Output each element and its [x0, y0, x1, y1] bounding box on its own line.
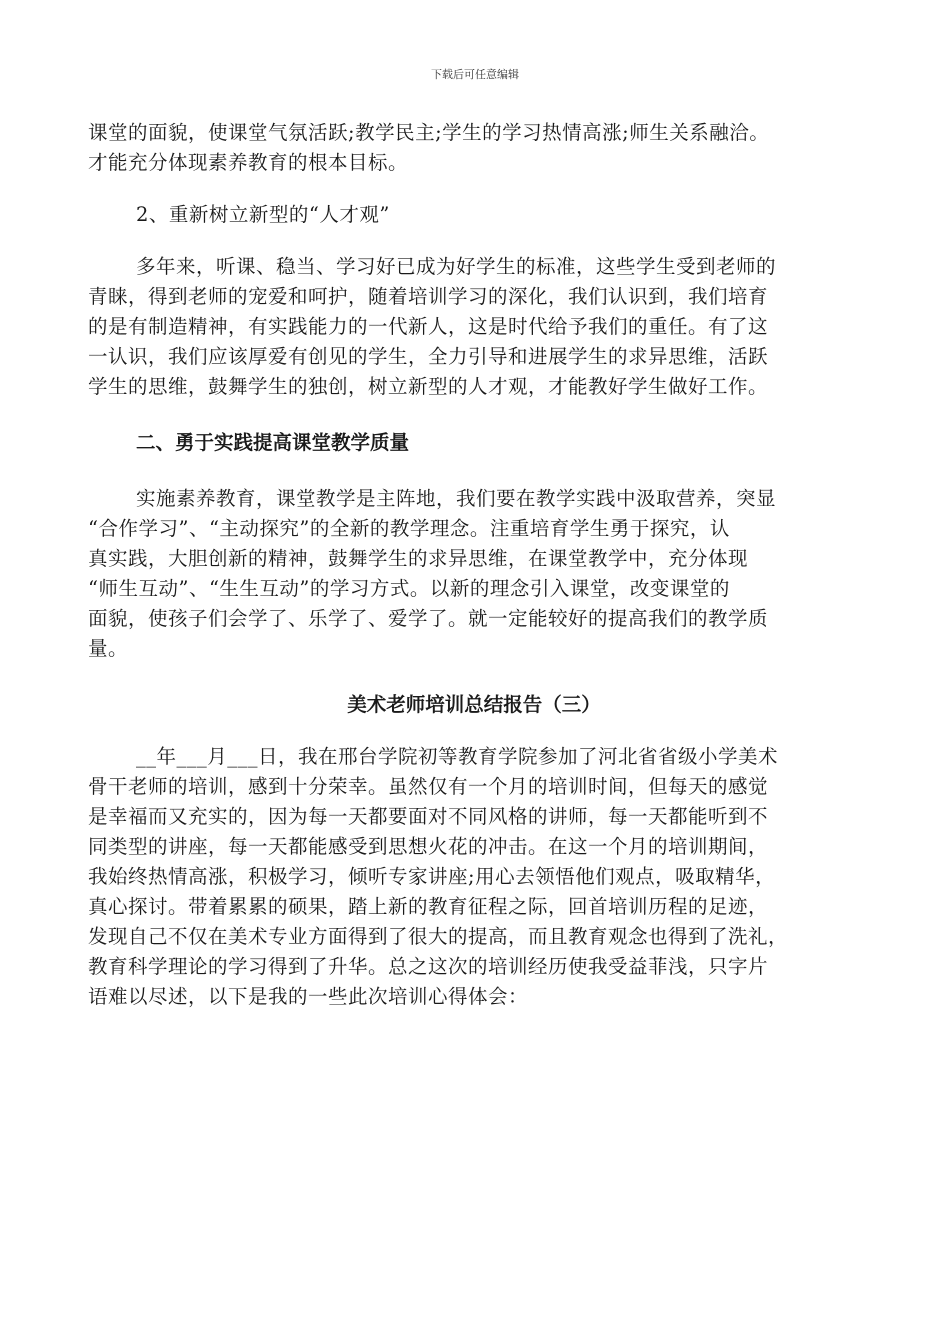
subheading-2 — [88, 200, 860, 230]
text-line: 语难以尽述，以下是我的一些此次培训心得体会： — [88, 985, 529, 1008]
text-line: 2、重新树立新型的“人才观” — [136, 203, 390, 226]
text-line: 的是有制造精神，有实践能力的一代新人，这是时代给予我们的重任。有了这 — [88, 315, 769, 338]
text-line: 我始终热情高涨，积极学习，倾听专家讲座;用心去领悟他们观点，吸取精华， — [88, 865, 776, 888]
text-line: 学生的思维，鼓舞学生的独创，树立新型的人才观，才能教好学生做好工作。 — [88, 375, 769, 398]
text-line: 同类型的讲座，每一天都能感受到思想火花的冲击。在这一个月的培训期间， — [88, 835, 769, 858]
text-line: 发现自己不仅在美术专业方面得到了很大的提高，而且教育观念也得到了洗礼， — [88, 925, 789, 948]
paragraph-3 — [88, 252, 860, 402]
text-line: 青睐，得到老师的宠爱和呵护，随着培训学习的深化，我们认识到，我们培育 — [88, 285, 769, 308]
text-line: 真心探讨。带着累累的硕果，踏上新的教育征程之际，回首培训历程的足迹， — [88, 895, 769, 918]
text-line: “合作学习”、“主动探究”的全新的教学理念。注重培育学生勇于探究，认 — [88, 517, 730, 540]
text-line: __年___月___日，我在邢台学院初等教育学院参加了河北省省级小学美术 — [136, 745, 779, 768]
paragraph-1 — [88, 118, 860, 178]
text-line: 量。 — [88, 637, 129, 660]
text-line: 多年来，听课、稳当、学习好已成为好学生的标准，这些学生受到老师的 — [136, 255, 777, 278]
text-line: 是幸福而又充实的，因为每一天都要面对不同风格的讲师，每一天都能听到不 — [88, 805, 769, 828]
text-line: 真实践，大胆创新的精神，鼓舞学生的求异思维，在课堂教学中，充分体现 — [88, 547, 749, 570]
text-line: 教育科学理论的学习得到了升华。总之这次的培训经历使我受益菲浅，只字片 — [88, 955, 769, 978]
text-line: 实施素养教育，课堂教学是主阵地，我们要在教学实践中汲取营养，突显 — [136, 487, 777, 510]
text-line: 面貌，使孩子们会学了、乐学了、爱学了。就一定能较好的提高我们的教学质 — [88, 607, 769, 630]
paragraph-5 — [88, 742, 860, 1012]
text-line: 才能充分体现素养教育的根本目标。 — [88, 151, 409, 174]
text-line: 课堂的面貌，使课堂气氛活跃;教学民主;学生的学习热情高涨;师生关系融洽。 — [88, 121, 770, 144]
text-line: 一认识，我们应该厚爱有创见的学生，全力引导和进展学生的求异思维，活跃 — [88, 345, 769, 368]
section-heading: 二、勇于实践提高课堂教学质量 — [136, 431, 410, 454]
paragraph-4 — [88, 484, 860, 664]
text-line: 骨干老师的培训，感到十分荣幸。虽然仅有一个月的培训时间，但每天的感觉 — [88, 775, 769, 798]
page-header: 下载后可任意编辑 — [431, 68, 519, 81]
document-section-title: 美术老师培训总结报告（三） — [347, 693, 601, 716]
text-line: “师生互动”、“生生互动”的学习方式。以新的理念引入课堂，改变课堂的 — [88, 577, 730, 600]
document-body — [88, 118, 860, 1012]
